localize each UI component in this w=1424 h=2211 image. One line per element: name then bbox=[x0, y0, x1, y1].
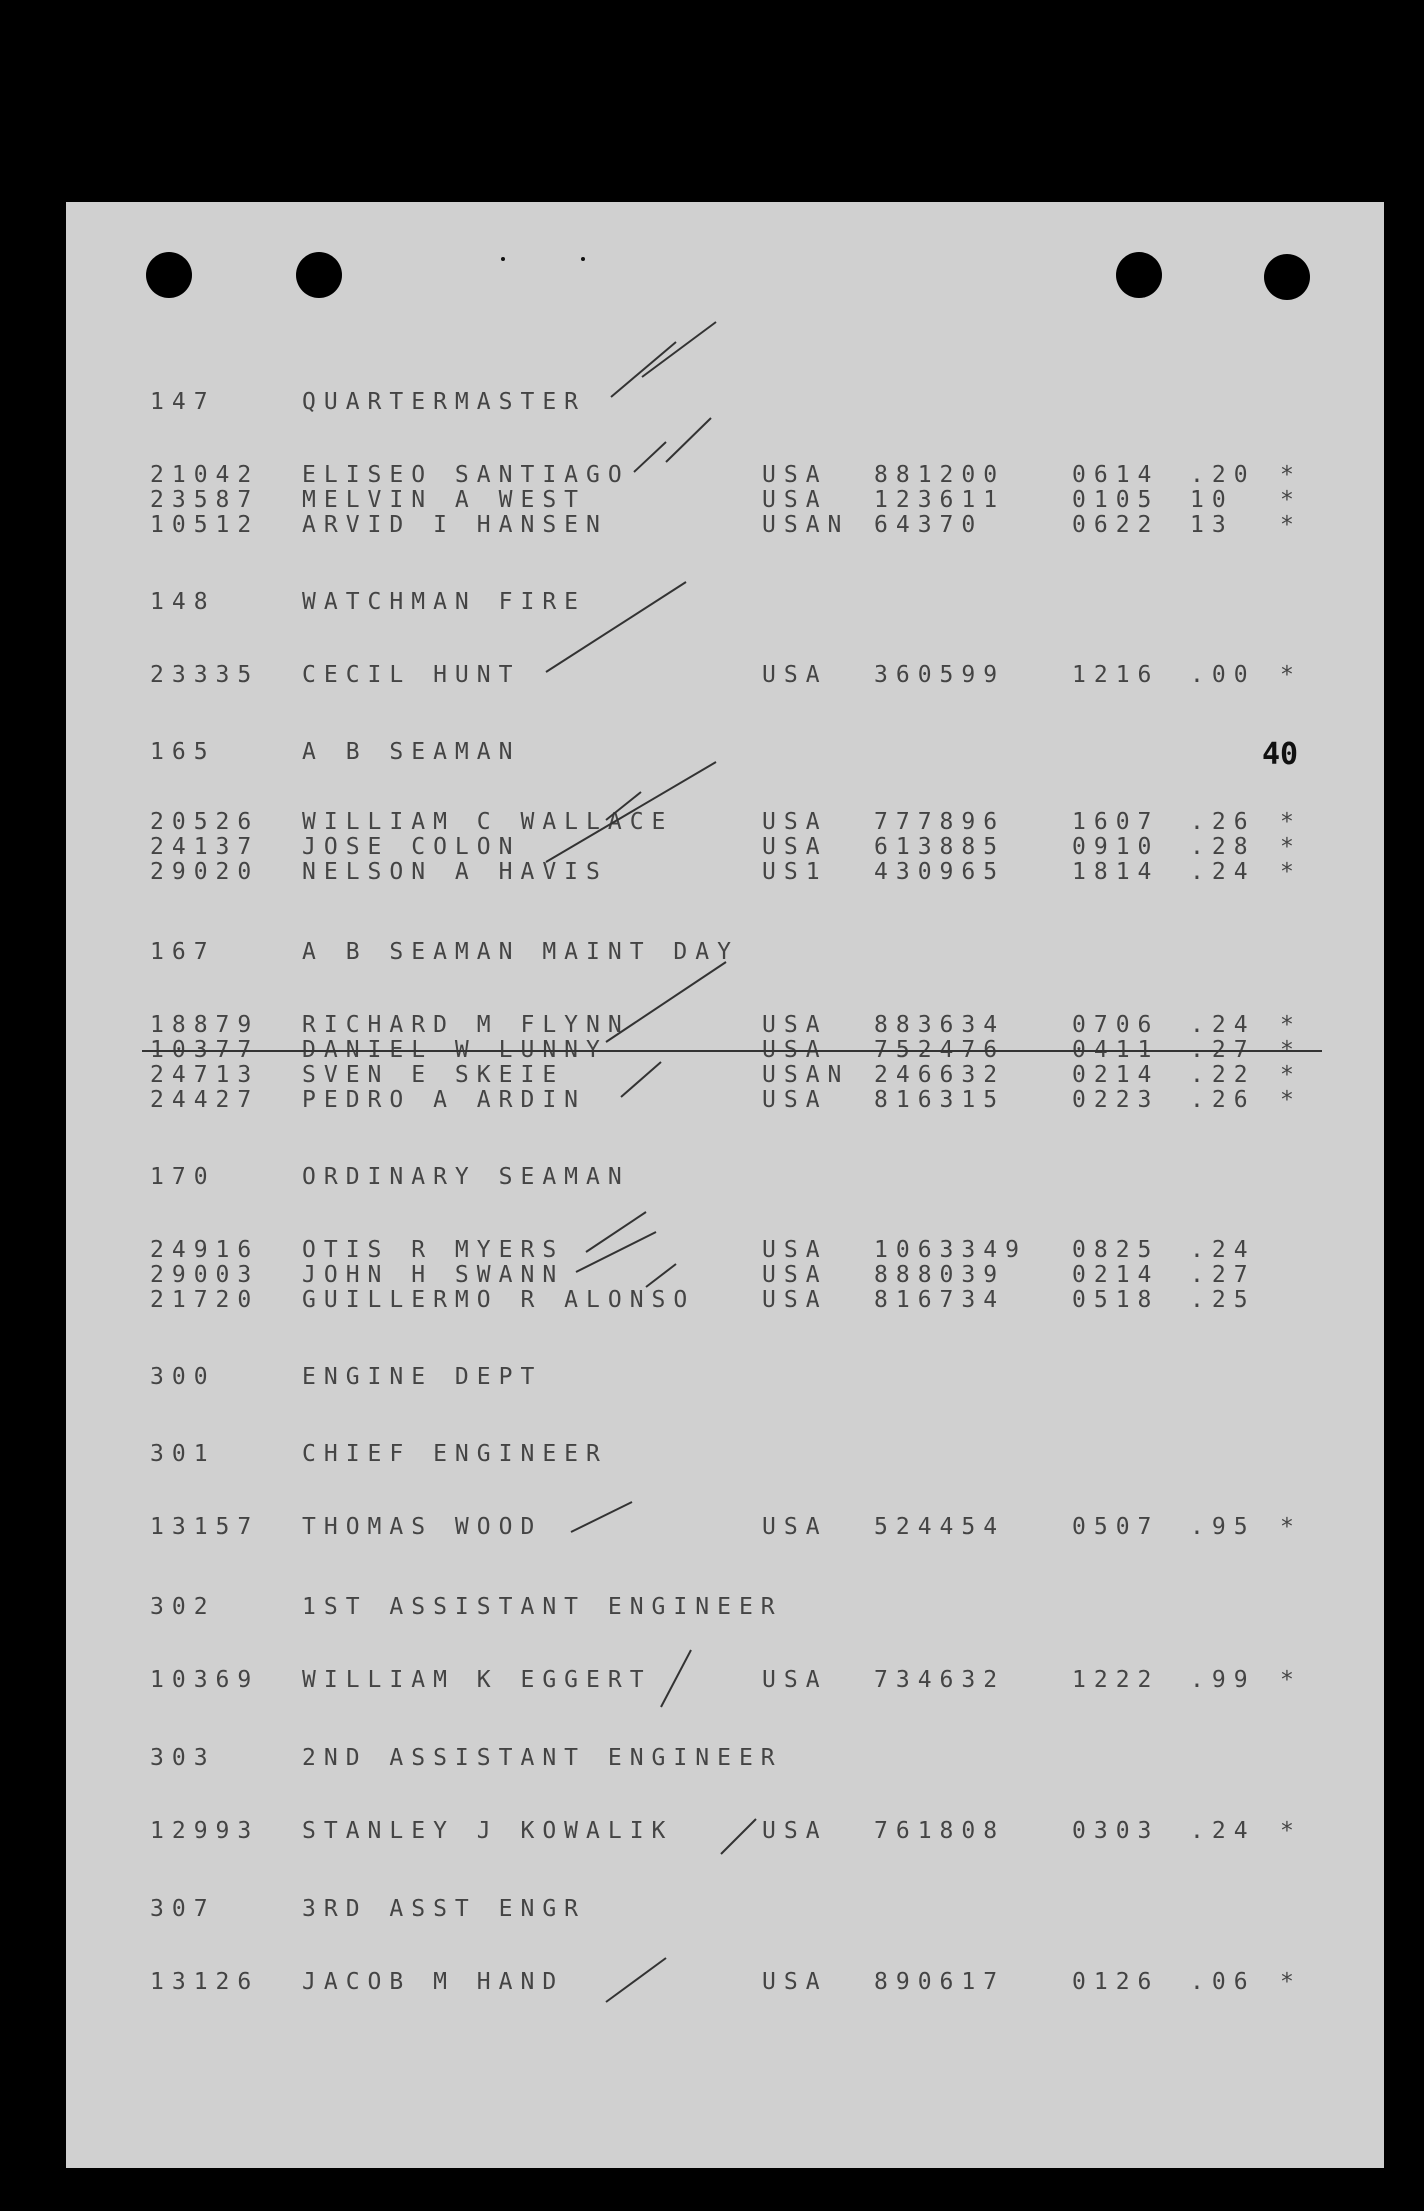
crew-code: 10512 bbox=[150, 512, 260, 538]
crew-mark: * bbox=[1280, 834, 1302, 860]
page-number: 40 bbox=[1262, 737, 1299, 772]
crew-date: 1222 bbox=[1072, 1667, 1160, 1693]
section-title: QUARTERMASTER bbox=[302, 389, 587, 415]
crew-name: SVEN E SKEIE bbox=[302, 1062, 565, 1088]
crew-rate: .22 bbox=[1190, 1062, 1256, 1088]
crew-citizenship: USA bbox=[762, 1287, 828, 1313]
crew-rate: .24 bbox=[1190, 1237, 1256, 1263]
crew-name: GUILLERMO R ALONSO bbox=[302, 1287, 696, 1313]
crew-code: 10369 bbox=[150, 1667, 260, 1693]
crew-code: 24137 bbox=[150, 834, 260, 860]
crew-code: 21042 bbox=[150, 462, 260, 488]
crew-id: 777896 bbox=[874, 809, 1006, 835]
section-title: 3RD ASST ENGR bbox=[302, 1896, 587, 1922]
crew-code: 29003 bbox=[150, 1262, 260, 1288]
crew-id: 888039 bbox=[874, 1262, 1006, 1288]
section-title: ORDINARY SEAMAN bbox=[302, 1164, 630, 1190]
crew-mark: * bbox=[1280, 662, 1302, 688]
crew-citizenship: USA bbox=[762, 1012, 828, 1038]
section-title: 2ND ASSISTANT ENGINEER bbox=[302, 1745, 783, 1771]
crew-mark: * bbox=[1280, 809, 1302, 835]
crew-date: 0105 bbox=[1072, 487, 1160, 513]
crew-date: 0411 bbox=[1072, 1037, 1160, 1063]
crew-code: 24427 bbox=[150, 1087, 260, 1113]
document-page bbox=[66, 202, 1384, 2168]
crew-citizenship: USA bbox=[762, 1262, 828, 1288]
crew-mark: * bbox=[1280, 1667, 1302, 1693]
crew-citizenship: US1 bbox=[762, 859, 828, 885]
crew-citizenship: USA bbox=[762, 1037, 828, 1063]
crew-rate: .27 bbox=[1190, 1262, 1256, 1288]
crew-date: 1814 bbox=[1072, 859, 1160, 885]
crew-id: 360599 bbox=[874, 662, 1006, 688]
crew-id: 524454 bbox=[874, 1514, 1006, 1540]
crew-id: 816734 bbox=[874, 1287, 1006, 1313]
crew-code: 12993 bbox=[150, 1818, 260, 1844]
crew-id: 1063349 bbox=[874, 1237, 1027, 1263]
crew-id: 246632 bbox=[874, 1062, 1006, 1088]
crew-date: 0706 bbox=[1072, 1012, 1160, 1038]
section-title: A B SEAMAN bbox=[302, 739, 521, 765]
crew-date: 0214 bbox=[1072, 1062, 1160, 1088]
crew-mark: * bbox=[1280, 1062, 1302, 1088]
crew-name: MELVIN A WEST bbox=[302, 487, 587, 513]
crew-mark: * bbox=[1280, 462, 1302, 488]
crew-id: 881200 bbox=[874, 462, 1006, 488]
crew-id: 613885 bbox=[874, 834, 1006, 860]
crew-mark: * bbox=[1280, 1514, 1302, 1540]
crew-name: STANLEY J KOWALIK bbox=[302, 1818, 674, 1844]
crew-citizenship: USAN bbox=[762, 1062, 850, 1088]
crew-citizenship: USA bbox=[762, 487, 828, 513]
check-marks bbox=[66, 202, 1384, 2168]
crew-date: 0518 bbox=[1072, 1287, 1160, 1313]
crew-citizenship: USA bbox=[762, 1969, 828, 1995]
section-code: 170 bbox=[150, 1164, 216, 1190]
section-title: A B SEAMAN MAINT DAY bbox=[302, 939, 739, 965]
crew-mark: * bbox=[1280, 859, 1302, 885]
crew-name: ELISEO SANTIAGO bbox=[302, 462, 630, 488]
crew-mark: * bbox=[1280, 1037, 1302, 1063]
crew-date: 0126 bbox=[1072, 1969, 1160, 1995]
crew-rate: .00 bbox=[1190, 662, 1256, 688]
crew-id: 430965 bbox=[874, 859, 1006, 885]
crew-date: 0507 bbox=[1072, 1514, 1160, 1540]
crew-citizenship: USA bbox=[762, 1237, 828, 1263]
crew-citizenship: USA bbox=[762, 809, 828, 835]
section-title: WATCHMAN FIRE bbox=[302, 589, 587, 615]
crew-rate: .26 bbox=[1190, 809, 1256, 835]
crew-date: 1216 bbox=[1072, 662, 1160, 688]
crew-mark: * bbox=[1280, 1969, 1302, 1995]
crew-rate: .27 bbox=[1190, 1037, 1256, 1063]
section-code: 165 bbox=[150, 739, 216, 765]
crew-citizenship: USA bbox=[762, 1087, 828, 1113]
crew-rate: .20 bbox=[1190, 462, 1256, 488]
crew-code: 21720 bbox=[150, 1287, 260, 1313]
crew-code: 24713 bbox=[150, 1062, 260, 1088]
crew-name: NELSON A HAVIS bbox=[302, 859, 608, 885]
crew-date: 1607 bbox=[1072, 809, 1160, 835]
crew-rate: .26 bbox=[1190, 1087, 1256, 1113]
crew-code: 24916 bbox=[150, 1237, 260, 1263]
crew-mark: * bbox=[1280, 1087, 1302, 1113]
section-code: 147 bbox=[150, 389, 216, 415]
crew-code: 23335 bbox=[150, 662, 260, 688]
section-code: 303 bbox=[150, 1745, 216, 1771]
crew-rate: .99 bbox=[1190, 1667, 1256, 1693]
section-code: 300 bbox=[150, 1364, 216, 1390]
crew-rate: 13 bbox=[1190, 512, 1234, 538]
crew-name: OTIS R MYERS bbox=[302, 1237, 565, 1263]
crew-code: 23587 bbox=[150, 487, 260, 513]
crew-citizenship: USA bbox=[762, 1514, 828, 1540]
crew-date: 0214 bbox=[1072, 1262, 1160, 1288]
crew-code: 13157 bbox=[150, 1514, 260, 1540]
crew-rate: .28 bbox=[1190, 834, 1256, 860]
crew-mark: * bbox=[1280, 487, 1302, 513]
crew-id: 64370 bbox=[874, 512, 984, 538]
crew-code: 18879 bbox=[150, 1012, 260, 1038]
crew-id: 123611 bbox=[874, 487, 1006, 513]
crew-id: 883634 bbox=[874, 1012, 1006, 1038]
crew-mark: * bbox=[1280, 512, 1302, 538]
section-code: 307 bbox=[150, 1896, 216, 1922]
crew-rate: .24 bbox=[1190, 1818, 1256, 1844]
crew-id: 890617 bbox=[874, 1969, 1006, 1995]
crew-name: ARVID I HANSEN bbox=[302, 512, 608, 538]
crew-citizenship: USA bbox=[762, 462, 828, 488]
section-title: CHIEF ENGINEER bbox=[302, 1441, 608, 1467]
crew-date: 0614 bbox=[1072, 462, 1160, 488]
crew-rate: .24 bbox=[1190, 859, 1256, 885]
section-code: 148 bbox=[150, 589, 216, 615]
crew-id: 816315 bbox=[874, 1087, 1006, 1113]
section-title: 1ST ASSISTANT ENGINEER bbox=[302, 1594, 783, 1620]
crew-name: WILLIAM C WALLACE bbox=[302, 809, 674, 835]
crew-mark: * bbox=[1280, 1012, 1302, 1038]
crew-date: 0303 bbox=[1072, 1818, 1160, 1844]
crew-date: 0223 bbox=[1072, 1087, 1160, 1113]
crew-citizenship: USA bbox=[762, 834, 828, 860]
crew-code: 29020 bbox=[150, 859, 260, 885]
crew-date: 0825 bbox=[1072, 1237, 1160, 1263]
crew-id: 752476 bbox=[874, 1037, 1006, 1063]
section-title: ENGINE DEPT bbox=[302, 1364, 543, 1390]
crew-date: 0622 bbox=[1072, 512, 1160, 538]
crew-name: RICHARD M FLYNN bbox=[302, 1012, 630, 1038]
crew-date: 0910 bbox=[1072, 834, 1160, 860]
crew-id: 761808 bbox=[874, 1818, 1006, 1844]
crew-rate: .24 bbox=[1190, 1012, 1256, 1038]
crew-citizenship: USA bbox=[762, 1667, 828, 1693]
crew-citizenship: USA bbox=[762, 662, 828, 688]
crew-name: CECIL HUNT bbox=[302, 662, 521, 688]
crew-code: 20526 bbox=[150, 809, 260, 835]
crew-name: DANIEL W LUNNY bbox=[302, 1037, 608, 1063]
crew-id: 734632 bbox=[874, 1667, 1006, 1693]
section-code: 302 bbox=[150, 1594, 216, 1620]
section-code: 301 bbox=[150, 1441, 216, 1467]
section-code: 167 bbox=[150, 939, 216, 965]
crew-citizenship: USA bbox=[762, 1818, 828, 1844]
crew-name: JACOB M HAND bbox=[302, 1969, 565, 1995]
crew-code: 10377 bbox=[150, 1037, 260, 1063]
crew-rate: 10 bbox=[1190, 487, 1234, 513]
crew-name: WILLIAM K EGGERT bbox=[302, 1667, 652, 1693]
crew-code: 13126 bbox=[150, 1969, 260, 1995]
crew-name: JOHN H SWANN bbox=[302, 1262, 565, 1288]
crew-name: THOMAS WOOD bbox=[302, 1514, 543, 1540]
crew-citizenship: USAN bbox=[762, 512, 850, 538]
crew-rate: .06 bbox=[1190, 1969, 1256, 1995]
crew-name: PEDRO A ARDIN bbox=[302, 1087, 587, 1113]
crew-rate: .25 bbox=[1190, 1287, 1256, 1313]
crew-mark: * bbox=[1280, 1818, 1302, 1844]
crew-rate: .95 bbox=[1190, 1514, 1256, 1540]
crew-name: JOSE COLON bbox=[302, 834, 521, 860]
